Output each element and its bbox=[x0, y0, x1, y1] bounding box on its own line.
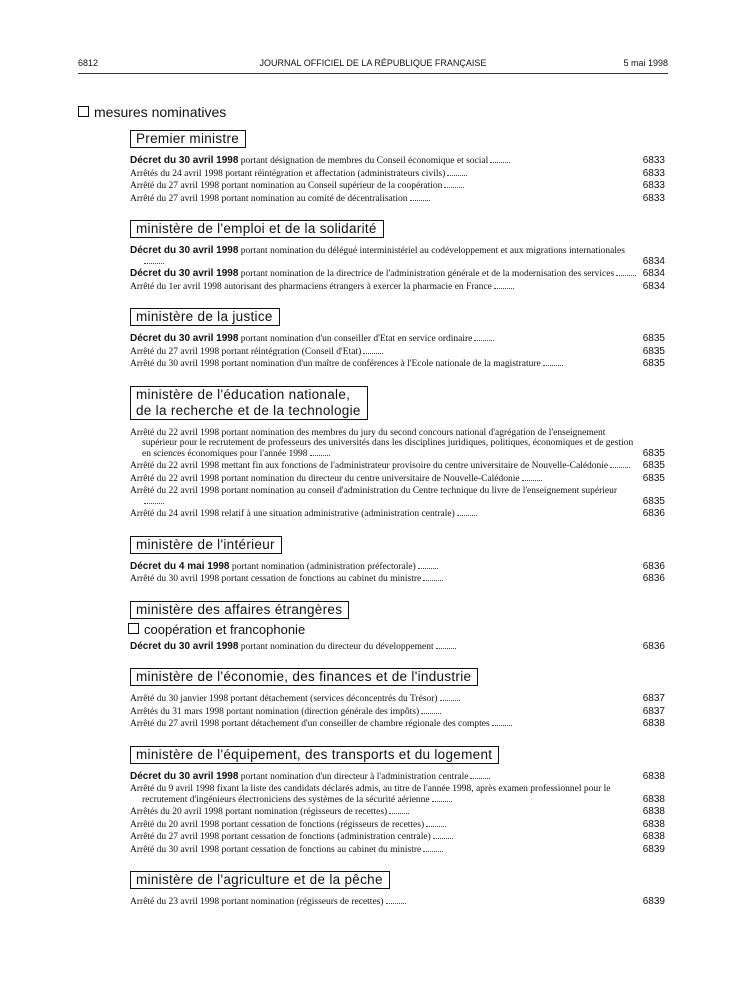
ministry-heading-text: ministère de l'économie, des finances et de l'industrie bbox=[136, 669, 472, 684]
ministry-heading-text: ministère de l'agriculture et de la pêche bbox=[136, 872, 383, 887]
ministry-section bbox=[130, 601, 665, 653]
ministry-section bbox=[130, 130, 665, 204]
entry-page-number: 6834 bbox=[642, 268, 665, 279]
ministry-section bbox=[130, 746, 665, 856]
leader-dots bbox=[543, 365, 563, 366]
ministry-section bbox=[130, 871, 665, 908]
entry-page-number: 6835 bbox=[642, 447, 665, 459]
toc-entry-text bbox=[130, 509, 637, 520]
entry-page-number: 6835 bbox=[642, 345, 665, 357]
journal-title: JOURNAL OFFICIEL DE LA RÉPUBLIQUE FRANÇAISE bbox=[259, 58, 487, 68]
checkbox-square-icon bbox=[128, 623, 139, 634]
toc-entry-text bbox=[130, 897, 637, 908]
toc-entry-text bbox=[130, 832, 637, 843]
entry-page-number: 6837 bbox=[642, 705, 665, 717]
toc-entry-text bbox=[130, 246, 637, 267]
entry-page-number: 6837 bbox=[642, 693, 665, 704]
entry-decree-title: Décret du 30 avril 1998 bbox=[130, 640, 239, 652]
toc-entry-text bbox=[130, 282, 637, 293]
toc-entry[interactable] bbox=[130, 897, 665, 908]
ministry-heading bbox=[130, 130, 246, 148]
entry-description: Arrêté du 27 avril 1998 portant réintégration (Conseil d'Etat) bbox=[130, 346, 362, 357]
sub-heading bbox=[130, 622, 665, 637]
ministry-heading bbox=[130, 536, 282, 554]
page-header bbox=[78, 58, 668, 70]
page-number: 6812 bbox=[78, 58, 99, 68]
ministry-heading-text: ministère de l'éducation nationale, bbox=[136, 386, 351, 402]
toc-entry[interactable] bbox=[130, 474, 665, 485]
ministry-heading-text: ministère de l'emploi et de la solidarité bbox=[136, 221, 377, 236]
toc-entry-text bbox=[130, 474, 637, 485]
toc-entry-text bbox=[130, 694, 637, 705]
entry-decree-title: Décret du 30 avril 1998 bbox=[130, 333, 239, 344]
leader-dots bbox=[418, 568, 438, 569]
entry-description: Arrêtés du 24 avril 1998 portant réintégration et affectation (administrateurs civils) bbox=[130, 168, 446, 179]
toc-entry[interactable] bbox=[130, 156, 665, 167]
toc-entry[interactable] bbox=[130, 461, 665, 472]
ministry-heading-text: Premier ministre bbox=[136, 131, 240, 146]
leader-dots bbox=[447, 175, 467, 176]
entry-description: portant nomination (administration préfectorale) bbox=[229, 561, 416, 572]
toc-entry-text bbox=[130, 181, 637, 192]
leader-dots bbox=[494, 288, 514, 289]
leader-dots bbox=[433, 838, 453, 839]
leader-dots bbox=[436, 648, 456, 649]
toc-entry[interactable] bbox=[130, 282, 665, 293]
ministry-heading-text: ministère de l'équipement, des transports et du logement bbox=[136, 746, 493, 762]
toc-entry[interactable] bbox=[130, 246, 665, 267]
leader-dots bbox=[474, 340, 494, 341]
toc-entry[interactable] bbox=[130, 807, 665, 818]
ministry-section bbox=[130, 220, 665, 292]
entry-description: Arrêté du 27 avril 1998 portant nomination au comité de décentralisation bbox=[130, 193, 408, 204]
entry-page-number: 6839 bbox=[642, 843, 665, 855]
entry-page-number: 6839 bbox=[642, 896, 665, 907]
toc-entry[interactable] bbox=[130, 574, 665, 585]
leader-dots bbox=[522, 480, 542, 481]
entry-page-number: 6838 bbox=[642, 831, 665, 842]
toc-entry[interactable] bbox=[130, 832, 665, 843]
leader-dots bbox=[610, 467, 630, 468]
toc-entry[interactable] bbox=[130, 772, 665, 783]
entry-page-number: 6834 bbox=[642, 280, 665, 292]
ministry-heading-text: ministère de l'intérieur bbox=[136, 536, 275, 552]
entry-description: Arrêté du 24 avril 1998 relatif à une situation administrative (administration centrale) bbox=[130, 509, 455, 519]
leader-dots bbox=[144, 503, 164, 504]
leader-dots bbox=[432, 801, 452, 802]
checkbox-square-icon bbox=[78, 106, 89, 117]
toc-entry[interactable] bbox=[130, 820, 665, 831]
leader-dots bbox=[616, 275, 636, 276]
entry-page-number: 6835 bbox=[642, 460, 665, 471]
entry-description: Arrêté du 27 avril 1998 portant détachement d'un conseiller de chambre régionale des comptes bbox=[130, 719, 490, 729]
leader-dots bbox=[490, 162, 510, 163]
entry-page-number: 6838 bbox=[642, 793, 665, 805]
leader-dots bbox=[310, 455, 330, 456]
leader-dots bbox=[423, 580, 443, 581]
entry-description: Arrêté du 30 janvier 1998 portant détachement (services déconcentrés du Trésor) bbox=[130, 694, 438, 704]
toc-entry-text bbox=[130, 574, 637, 585]
entry-description: Arrêté du 1er avril 1998 autorisant des pharmaciens étrangers à exercer la pharmacie en France bbox=[130, 281, 492, 292]
leader-dots bbox=[389, 813, 409, 814]
entry-decree-title: Décret du 30 avril 1998 bbox=[130, 245, 239, 256]
entry-page-number: 6836 bbox=[642, 508, 665, 519]
toc-entry[interactable] bbox=[130, 845, 665, 856]
leader-dots bbox=[470, 778, 490, 779]
toc-entry[interactable] bbox=[130, 334, 665, 345]
leader-dots bbox=[144, 263, 164, 264]
toc-entry-text bbox=[130, 562, 637, 573]
entry-description: portant nomination du délégué interministériel au codéveloppement et aux migrations internationales bbox=[238, 246, 625, 256]
toc-entry[interactable] bbox=[130, 428, 665, 460]
entry-page-number: 6835 bbox=[642, 333, 665, 344]
toc-entry-text bbox=[130, 428, 637, 460]
toc-entry-text bbox=[130, 486, 637, 507]
entry-description: Arrêté du 9 avril 1998 fixant la liste des candidats déclarés admis, au titre de l'année 1998, après examen professionnel pour le recrutement d'ingénieurs électroniciens des systèmes de la sécurité aérienne bbox=[130, 784, 611, 805]
leader-dots bbox=[426, 826, 446, 827]
entry-page-number: 6833 bbox=[642, 167, 665, 179]
entry-description: Arrêté du 22 avril 1998 portant nomination au conseil d'administration du Centre technique du livre de l'enseignement supérieur bbox=[130, 486, 618, 496]
ministry-section bbox=[130, 308, 665, 370]
entry-page-number: 6836 bbox=[642, 640, 665, 652]
toc-entry-text bbox=[130, 719, 637, 730]
ministry-heading bbox=[130, 220, 384, 238]
entry-decree-title: Décret du 30 avril 1998 bbox=[130, 155, 239, 166]
ministry-section bbox=[130, 536, 665, 585]
toc-entry-text bbox=[130, 169, 637, 180]
ministry-heading-text: ministère de la justice bbox=[136, 309, 273, 324]
entry-page-number: 6836 bbox=[642, 573, 665, 584]
leader-dots bbox=[423, 851, 443, 852]
toc-entry-text bbox=[130, 820, 637, 831]
entry-page-number: 6833 bbox=[642, 192, 665, 204]
ministry-section bbox=[130, 668, 665, 730]
toc-entry[interactable] bbox=[130, 169, 665, 180]
entry-description: Arrêté du 30 avril 1998 portant cessation de fonctions au cabinet du ministre bbox=[130, 844, 422, 855]
toc-entry[interactable] bbox=[130, 694, 665, 705]
toc-entry-text bbox=[130, 334, 637, 345]
entry-description: Arrêté du 22 avril 1998 mettant fin aux fonctions de l'administrateur provisoire du centre universitaire de Nouvelle-Calédonie bbox=[130, 461, 609, 471]
entry-description: Arrêté du 22 avril 1998 portant nomination du directeur du centre universitaire de Nouvelle-Calédonie bbox=[130, 473, 520, 484]
toc-entry-text bbox=[130, 156, 637, 167]
entry-page-number: 6838 bbox=[642, 770, 665, 782]
leader-dots bbox=[457, 515, 477, 516]
leader-dots bbox=[410, 200, 430, 201]
leader-dots bbox=[421, 713, 441, 714]
entry-page-number: 6835 bbox=[642, 495, 665, 507]
toc-entry-text bbox=[130, 347, 637, 358]
sub-heading-text: coopération et francophonie bbox=[144, 621, 306, 637]
issue-date: 5 mai 1998 bbox=[623, 58, 668, 68]
ministry-heading bbox=[130, 601, 349, 619]
toc-entry-text bbox=[130, 807, 637, 818]
entry-description: portant nomination du directeur du développement bbox=[238, 641, 434, 652]
toc-entry[interactable] bbox=[130, 642, 665, 653]
toc-entry-text bbox=[130, 359, 637, 370]
leader-dots bbox=[492, 725, 512, 726]
entry-page-number: 6836 bbox=[642, 560, 665, 572]
toc-entry-text bbox=[130, 707, 637, 718]
entry-page-number: 6833 bbox=[642, 155, 665, 166]
toc-entry[interactable] bbox=[130, 562, 665, 573]
leader-dots bbox=[444, 187, 464, 188]
toc-entry-text bbox=[130, 772, 637, 783]
entry-description: Arrêté du 27 avril 1998 portant nomination au Conseil supérieur de la coopération bbox=[130, 181, 443, 191]
entry-page-number: 6835 bbox=[642, 472, 665, 484]
entry-page-number: 6835 bbox=[642, 358, 665, 369]
entry-description: Arrêté du 22 avril 1998 portant nomination des membres du jury du second concours national d'agrégation de l'enseignement supérieur pour le recrutement de professeurs des universités dans les disciplines juridiques, politiques, économiques et de gestion en sciences économiques pour l'année 1998 bbox=[130, 427, 634, 459]
ministry-heading-text: ministère des affaires étrangères bbox=[136, 601, 343, 617]
toc-entry-text bbox=[130, 845, 637, 856]
page-title-text: mesures nominatives bbox=[94, 104, 227, 120]
toc-entry-text bbox=[130, 461, 637, 472]
entry-description: Arrêté du 30 avril 1998 portant nomination d'un maître de conférences à l'Ecole nationale de la magistrature bbox=[130, 359, 541, 369]
ministry-section bbox=[130, 386, 665, 520]
toc-entry[interactable] bbox=[130, 707, 665, 718]
leader-dots bbox=[386, 903, 406, 904]
toc-entry[interactable] bbox=[130, 784, 665, 805]
toc-entry[interactable] bbox=[130, 359, 665, 370]
entry-description: Arrêté du 27 avril 1998 portant cessation de fonctions (administration centrale) bbox=[130, 832, 431, 842]
toc-entry[interactable] bbox=[130, 719, 665, 730]
ministry-heading-text-line2: de la recherche et de la technologie bbox=[136, 402, 361, 418]
entry-page-number: 6834 bbox=[642, 255, 665, 267]
entry-page-number: 6838 bbox=[642, 718, 665, 729]
toc-entry-text bbox=[130, 784, 637, 805]
ministry-heading bbox=[130, 668, 478, 686]
entry-description: Arrêté du 30 avril 1998 portant cessation de fonctions au cabinet du ministre bbox=[130, 574, 422, 584]
entry-description: portant nomination de la directrice de l'administration générale et de la modernisation des services bbox=[238, 269, 615, 279]
leader-dots bbox=[363, 353, 383, 354]
toc-entry[interactable] bbox=[130, 486, 665, 507]
toc-entry-text bbox=[130, 269, 637, 280]
page-title bbox=[78, 104, 226, 120]
ministry-heading bbox=[130, 308, 280, 326]
entry-page-number: 6838 bbox=[642, 818, 665, 830]
ministry-heading bbox=[130, 746, 499, 764]
entry-description: Arrêté du 23 avril 1998 portant nomination (régisseurs de recettes) bbox=[130, 897, 384, 907]
header-rule bbox=[78, 73, 668, 74]
toc-entry-text bbox=[130, 194, 637, 205]
toc-entry[interactable] bbox=[130, 347, 665, 358]
entry-description: portant nomination d'un directeur à l'administration centrale bbox=[238, 771, 469, 782]
ministry-heading bbox=[130, 386, 368, 420]
ministry-heading bbox=[130, 871, 390, 889]
toc-entry[interactable] bbox=[130, 194, 665, 205]
entry-page-number: 6838 bbox=[642, 806, 665, 817]
toc-entry-text bbox=[130, 642, 637, 653]
entry-description: Arrêté du 20 avril 1998 portant cessation de fonctions (régisseurs de recettes) bbox=[130, 819, 425, 830]
leader-dots bbox=[440, 700, 460, 701]
entry-description: Arrêtés du 20 avril 1998 portant nomination (régisseurs de recettes) bbox=[130, 807, 388, 817]
toc-entry[interactable] bbox=[130, 181, 665, 192]
entry-description: Arrêtés du 31 mars 1998 portant nomination (direction générale des impôts) bbox=[130, 706, 420, 717]
entry-decree-title: Décret du 30 avril 1998 bbox=[130, 268, 239, 279]
entry-decree-title: Décret du 4 mai 1998 bbox=[130, 560, 230, 572]
entry-page-number: 6833 bbox=[642, 180, 665, 191]
entry-decree-title: Décret du 30 avril 1998 bbox=[130, 770, 239, 782]
entry-description: portant nomination d'un conseiller d'Etat en service ordinaire bbox=[238, 334, 473, 344]
toc-entry[interactable] bbox=[130, 509, 665, 520]
sections-container bbox=[130, 130, 665, 924]
entry-description: portant désignation de membres du Conseil économique et social bbox=[238, 156, 489, 166]
toc-entry[interactable] bbox=[130, 269, 665, 280]
